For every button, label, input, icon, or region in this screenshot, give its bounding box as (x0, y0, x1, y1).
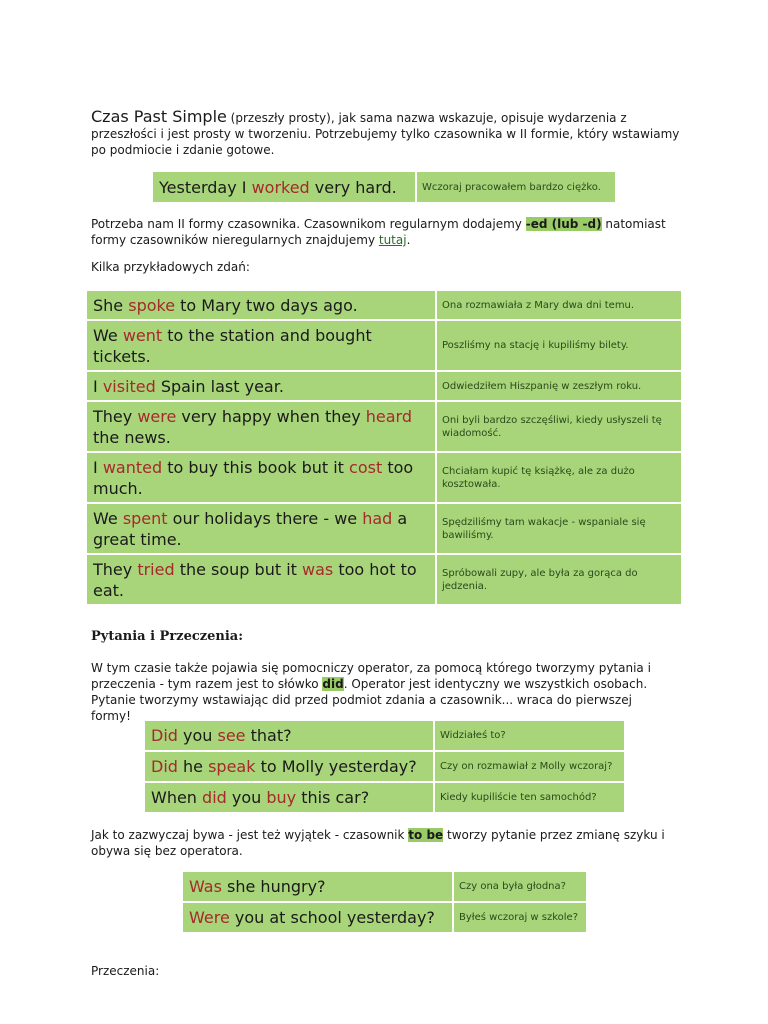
polish-translation: Byłeś wczoraj w szkole? (452, 903, 586, 934)
sentence-part: our holidays there - we (167, 508, 363, 528)
sentence-part: to the station and bought tickets. (93, 325, 372, 366)
sentence-part: too much. (93, 457, 414, 498)
ed-highlight: -ed (lub -d) (525, 217, 602, 231)
verb-highlight: Did (151, 757, 178, 776)
polish-translation: Poszliśmy na stację i kupiliśmy bilety. (435, 321, 681, 372)
verb-highlight: visited (102, 376, 156, 396)
sentence-part: that? (245, 726, 292, 745)
verb-highlight: did (202, 788, 227, 807)
verb-highlight: was (302, 559, 334, 579)
english-sentence (87, 321, 435, 372)
sentence-part: She (93, 295, 129, 315)
english-sentence (87, 504, 435, 555)
verb-highlight: Did (151, 726, 178, 745)
verb-highlight: had (362, 508, 393, 528)
sentence-part: the soup but it (174, 559, 303, 579)
examples-row (87, 372, 681, 402)
verb-highlight: Were (189, 908, 230, 927)
examples-row (87, 453, 681, 504)
polish-translation: Chciałam kupić tę książkę, ale za dużo kosztowała. (435, 453, 681, 504)
questions-heading: Pytania i Przeczenia: (91, 629, 244, 644)
english-sentence (87, 291, 435, 321)
questions-intro-text: W tym czasie także pojawia się pomocniczy operator, za pomocą którego tworzymy pytania i przeczenia - tym razem jest to słówko (91, 661, 651, 691)
regular-text-2: natomiast formy czasowników nieregularnych znajdujemy (91, 217, 666, 247)
verb-highlight: heard (365, 406, 413, 426)
main-example-verb: worked (251, 177, 310, 197)
questions-table (145, 721, 624, 814)
intro-title: Czas Past Simple (91, 107, 227, 126)
intro-paragraph (91, 109, 691, 158)
english-sentence (87, 372, 435, 402)
english-sentence (183, 903, 452, 934)
tobe-intro-text-2: tworzy pytanie przez zmianę szyku i obywa się bez operatora. (91, 828, 665, 858)
questions-row (145, 721, 624, 752)
questions-row (145, 783, 624, 814)
polish-translation: Oni byli bardzo szczęśliwi, kiedy usłyszeli tę wiadomość. (435, 402, 681, 453)
tobe-intro-text: Jak to zazwyczaj bywa - jest też wyjątek - czasownik (91, 828, 409, 842)
verb-highlight: went (122, 325, 163, 345)
sentence-part: They (93, 406, 138, 426)
verb-highlight: wanted (102, 457, 163, 477)
examples-row (87, 504, 681, 555)
examples-row (87, 321, 681, 372)
polish-translation: Odwiedziłem Hiszpanię w zeszłym roku. (435, 372, 681, 402)
english-sentence (87, 555, 435, 606)
sentence-part: When (151, 788, 203, 807)
english-sentence (87, 453, 435, 504)
sentence-part: to buy this book but it (162, 457, 350, 477)
polish-translation: Widziałeś to? (433, 721, 624, 752)
irregular-verbs-link[interactable]: tutaj (378, 233, 407, 247)
sentence-part: to Molly yesterday? (255, 757, 417, 776)
main-example-table (153, 172, 615, 204)
polish-translation: Czy ona była głodna? (452, 872, 586, 903)
negations-label: Przeczenia: (91, 964, 160, 978)
examples-table (87, 291, 681, 606)
intro-text: (przeszły prosty), jak sama nazwa wskazuje, opisuje wydarzenia z przeszłości i jest prosty w tworzeniu. Potrzebujemy tylko czasownika w II formie, który wstawiamy po podmiocie i zdanie gotowe. (91, 111, 680, 157)
regular-text-3: . (406, 233, 411, 247)
examples-label: Kilka przykładowych zdań: (91, 260, 250, 274)
examples-row (87, 555, 681, 606)
sentence-part: We (93, 508, 123, 528)
questions-intro (91, 660, 671, 724)
sentence-part: to Mary two days ago. (175, 295, 358, 315)
verb-highlight: buy (266, 788, 297, 807)
verb-highlight: were (137, 406, 177, 426)
main-example-post: very hard. (309, 177, 397, 197)
english-sentence (183, 872, 452, 903)
polish-translation: Czy on rozmawiał z Molly wczoraj? (433, 752, 624, 783)
verb-highlight: tried (137, 559, 175, 579)
verb-highlight: spoke (128, 295, 176, 315)
tobe-highlight: to be (408, 828, 444, 842)
tobe-row (183, 872, 586, 903)
polish-translation: Spędziliśmy tam wakacje - wspaniale się bawiliśmy. (435, 504, 681, 555)
sentence-part: she hungry? (221, 877, 326, 896)
polish-translation: Kiedy kupiliście ten samochód? (433, 783, 624, 814)
verb-highlight: spent (122, 508, 168, 528)
sentence-part: I (93, 457, 103, 477)
verb-highlight: speak (208, 757, 256, 776)
sentence-part: he (177, 757, 209, 776)
english-sentence (145, 752, 433, 783)
english-sentence (87, 402, 435, 453)
sentence-part: a great time. (93, 508, 408, 549)
sentence-part: very happy when they (176, 406, 366, 426)
sentence-part: I (93, 376, 103, 396)
polish-translation: Ona rozmawiała z Mary dwa dni temu. (435, 291, 681, 321)
verb-highlight: Was (189, 877, 222, 896)
polish-translation: Spróbowali zupy, ale była za gorąca do jedzenia. (435, 555, 681, 606)
regular-text: Potrzeba nam II formy czasownika. Czasownikom regularnym dodajemy (91, 217, 526, 231)
english-sentence (145, 721, 433, 752)
verb-highlight: see (217, 726, 246, 745)
main-example-translation: Wczoraj pracowałem bardzo ciężko. (415, 172, 615, 204)
regular-paragraph (91, 216, 691, 248)
main-example-row (153, 172, 615, 204)
examples-row (87, 402, 681, 453)
sentence-part: you (226, 788, 267, 807)
verb-highlight: cost (349, 457, 383, 477)
questions-row (145, 752, 624, 783)
examples-row (87, 291, 681, 321)
sentence-part: We (93, 325, 123, 345)
sentence-part: you (177, 726, 218, 745)
english-sentence (145, 783, 433, 814)
questions-intro-text-2: . Operator jest identyczny we wszystkich osobach. Pytanie tworzymy wstawiając did przed podmiot zdania a czasownik... wraca do pierwszej formy! (91, 677, 648, 723)
main-example-sentence (153, 172, 415, 204)
sentence-part: this car? (296, 788, 370, 807)
tobe-table (183, 872, 586, 934)
sentence-part: the news. (93, 427, 171, 447)
sentence-part: you at school yesterday? (229, 908, 435, 927)
sentence-part: They (93, 559, 138, 579)
sentence-part: too hot to eat. (93, 559, 417, 600)
tobe-row (183, 903, 586, 934)
main-example-pre: Yesterday I (159, 177, 252, 197)
sentence-part: Spain last year. (155, 376, 284, 396)
did-highlight: did (322, 677, 344, 691)
tobe-intro (91, 827, 681, 859)
